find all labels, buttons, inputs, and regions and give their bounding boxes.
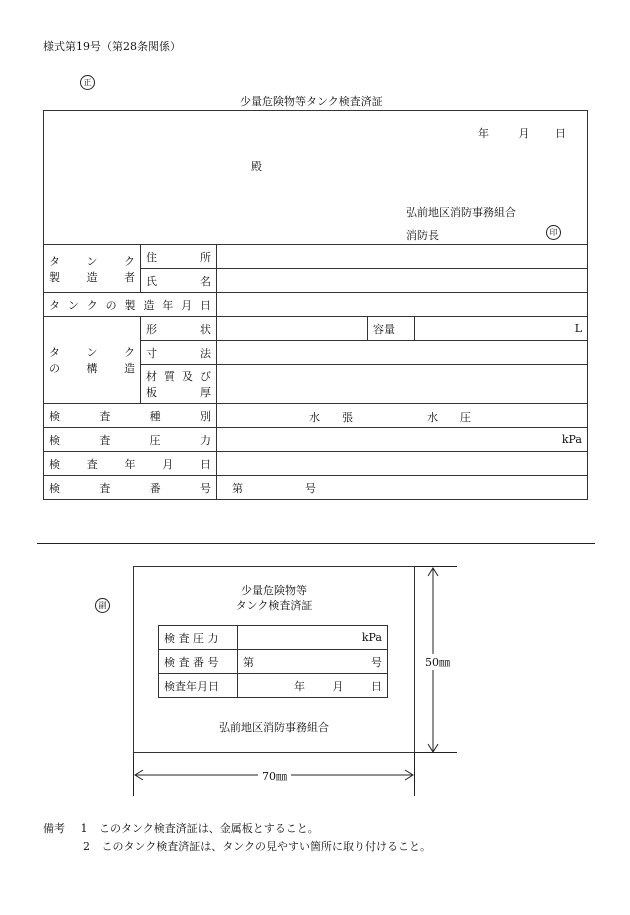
shape-value[interactable] — [217, 317, 368, 341]
address-label: 住 所 — [141, 245, 217, 269]
structure-label: タ ン ク の 構 造 — [44, 317, 141, 404]
plate-title-line2: タンク検査済証 — [235, 599, 313, 612]
plate-pressure-unit: kPa — [361, 631, 382, 644]
width-dimension-label: 70㎜ — [258, 768, 291, 784]
plate-day: 日 — [371, 679, 382, 693]
certificate-table — [43, 110, 588, 500]
note-1 — [43, 820, 319, 836]
plate-pressure-label: 検 査 圧 力 — [159, 626, 238, 650]
plate-date-label: 検査年月日 — [159, 674, 238, 698]
addressee-suffix: 殿 — [251, 160, 262, 173]
plate-title-line1: 少量危険物等 — [241, 584, 307, 597]
note-2 — [83, 838, 431, 854]
material-label: 材 質 及 び 板 厚 — [141, 365, 217, 404]
capacity-label: 容量 — [368, 317, 415, 341]
year-label: 年 — [478, 127, 489, 140]
certificate-header-cell — [44, 111, 588, 245]
water-pressure-option[interactable]: 水 圧 — [427, 411, 471, 424]
test-pressure-value[interactable] — [217, 428, 588, 452]
form-number: 様式第19号（第28条関係） — [43, 40, 181, 53]
shape-label: 形 状 — [141, 317, 217, 341]
water-fill-option[interactable]: 水 張 — [309, 411, 353, 424]
note-2-text: このタンク検査済証は、タンクの見やすい箇所に取り付けること。 — [101, 840, 432, 853]
duplicate-copy-mark: 副 — [95, 598, 110, 613]
capacity-unit: L — [574, 322, 582, 335]
pressure-unit: kPa — [561, 433, 582, 446]
name-value[interactable] — [217, 269, 588, 293]
plate-number-value[interactable] — [238, 650, 388, 674]
plate-date-row — [159, 674, 388, 698]
section-divider — [37, 543, 595, 544]
height-dimension-label: 50㎜ — [425, 656, 450, 669]
plate-number-suffix: 号 — [371, 655, 382, 669]
plate-table — [158, 625, 388, 698]
manufacture-date-label: タ ン ク の 製 造 年 月 日 — [44, 293, 217, 317]
dimension-label: 寸 法 — [141, 341, 217, 365]
issuer-org: 弘前地区消防事務組合 — [406, 206, 516, 219]
manufacture-date-value[interactable] — [217, 293, 588, 317]
plate-number-label: 検 査 番 号 — [159, 650, 238, 674]
test-type-row — [44, 404, 588, 428]
plate-year: 年 — [294, 679, 305, 693]
day-label: 日 — [555, 127, 566, 140]
issuer-title: 消防長 — [406, 229, 439, 242]
plate-pressure-row — [159, 626, 388, 650]
note-1-text: このタンク検査済証は、金属板とすること。 — [99, 822, 319, 835]
test-pressure-row — [44, 428, 588, 452]
date-line — [478, 125, 566, 141]
front-copy-mark: 正 — [80, 75, 95, 90]
plate-date-value[interactable] — [238, 674, 388, 698]
plate-pressure-value[interactable] — [238, 626, 388, 650]
notes-label: 備考 — [43, 822, 65, 835]
manufacturer-label: タ ン ク 製 造 者 — [44, 245, 141, 293]
number-prefix: 第 — [232, 481, 243, 495]
manufacture-date-row — [44, 293, 588, 317]
month-label: 月 — [518, 127, 530, 140]
material-value[interactable] — [217, 365, 588, 404]
name-label: 氏 名 — [141, 269, 217, 293]
test-number-row — [44, 476, 588, 500]
plate-org: 弘前地区消防事務組合 — [219, 721, 329, 734]
seal-mark: 印 — [546, 225, 561, 240]
number-suffix: 号 — [305, 481, 316, 495]
test-date-row — [44, 452, 588, 476]
test-number-value[interactable] — [217, 476, 588, 500]
plate-number-prefix: 第 — [243, 655, 254, 669]
plate-month: 月 — [332, 679, 344, 693]
structure-row-shape — [44, 317, 588, 341]
test-date-label: 検 査 年 月 日 — [44, 452, 217, 476]
capacity-value[interactable] — [415, 317, 588, 341]
note-1-number: 1 — [80, 822, 88, 835]
manufacturer-row-address — [44, 245, 588, 269]
note-2-number: 2 — [83, 840, 90, 853]
certificate-header-row — [44, 111, 588, 245]
test-pressure-label: 検 査 圧 力 — [44, 428, 217, 452]
plate-number-row — [159, 650, 388, 674]
certificate-title: 少量危険物等タンク検査済証 — [240, 95, 383, 108]
test-number-label: 検 査 番 号 — [44, 476, 217, 500]
test-date-value[interactable] — [217, 452, 588, 476]
test-type-label: 検 査 種 別 — [44, 404, 217, 428]
test-type-value[interactable] — [217, 404, 588, 428]
dimension-value[interactable] — [217, 341, 588, 365]
address-value[interactable] — [217, 245, 588, 269]
